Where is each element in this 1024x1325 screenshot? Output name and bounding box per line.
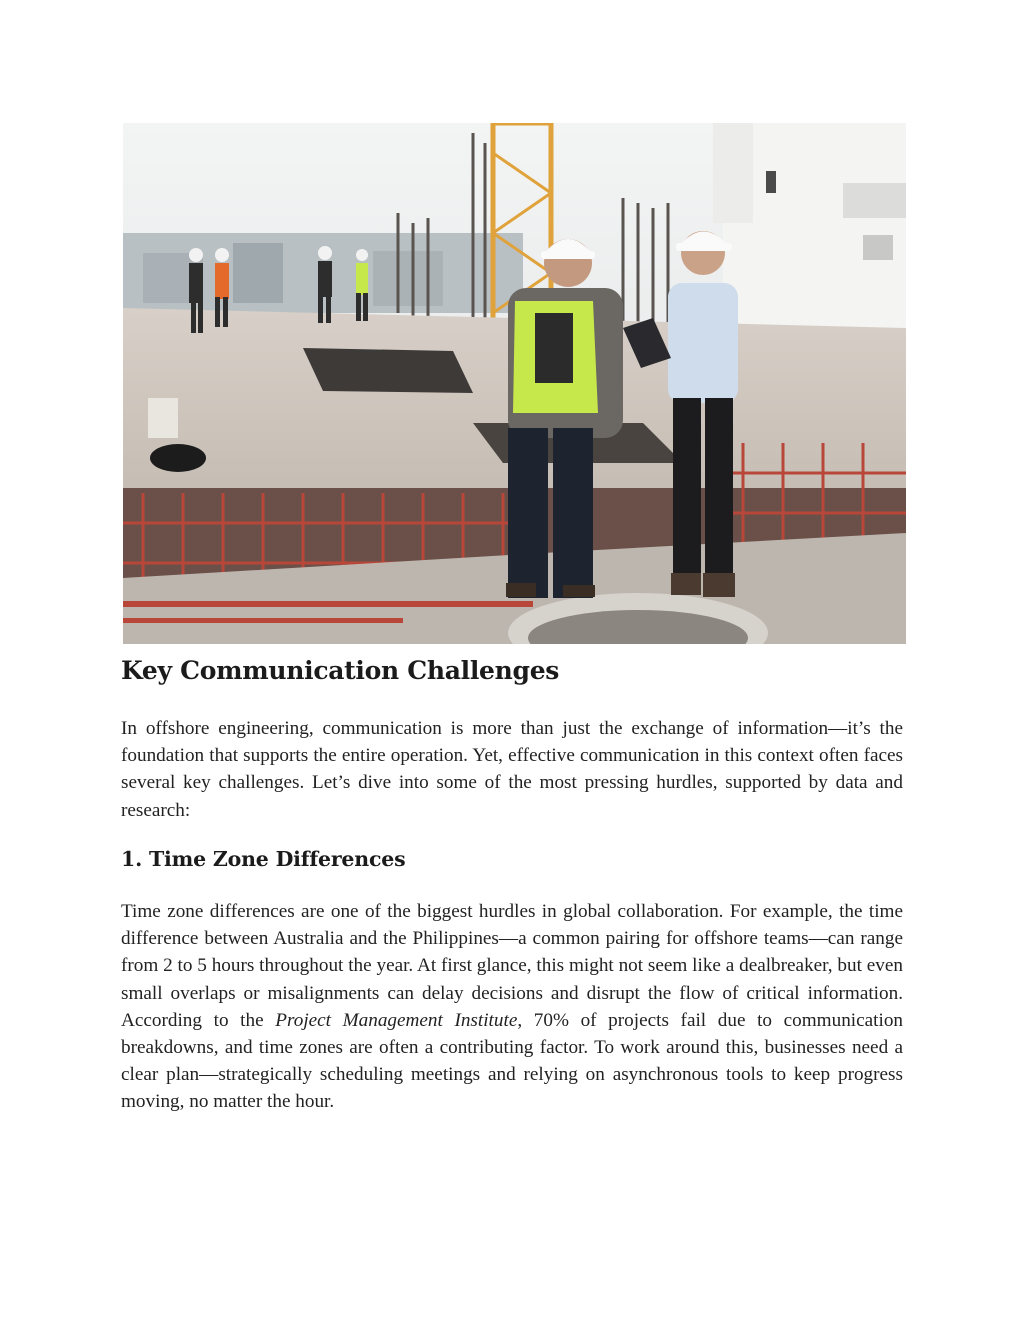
intro-paragraph: In offshore engineering, communication is more than just the exchange of information—it’s the foundation that supports the entire operation. Yet, effective communication in this context often faces several key challenges. Let’s dive into some of the most pressing hurdles, supported by data and research:	[121, 718, 903, 821]
time-zone-paragraph	[121, 898, 903, 1116]
paragraph-text-start: Time zone differences are one of the biggest hurdles in global collaboration. For example, the time difference between Australia and the Philippines—a common pairing for offshore teams—can range from 2 to 5 hours throughout the year. At first glance, this might not seem like a dealbreaker, but even small overlaps or misalignments can delay decisions and disrupt the flow of critical information. According to the	[121, 901, 903, 1031]
subsection-heading: 1. Time Zone Differences	[121, 847, 406, 871]
section-heading: Key Communication Challenges	[121, 656, 560, 685]
emphasized-source: Project Management Institute	[275, 1009, 518, 1031]
construction-site-photo	[123, 123, 906, 644]
paragraph-text-end: , 70% of projects fail due to communication breakdowns, and time zones are often a contributing factor. To work around this, businesses need a clear plan—strategically scheduling meetings and relying on asynchronous tools to keep progress moving, no matter the hour.	[121, 1009, 904, 1113]
